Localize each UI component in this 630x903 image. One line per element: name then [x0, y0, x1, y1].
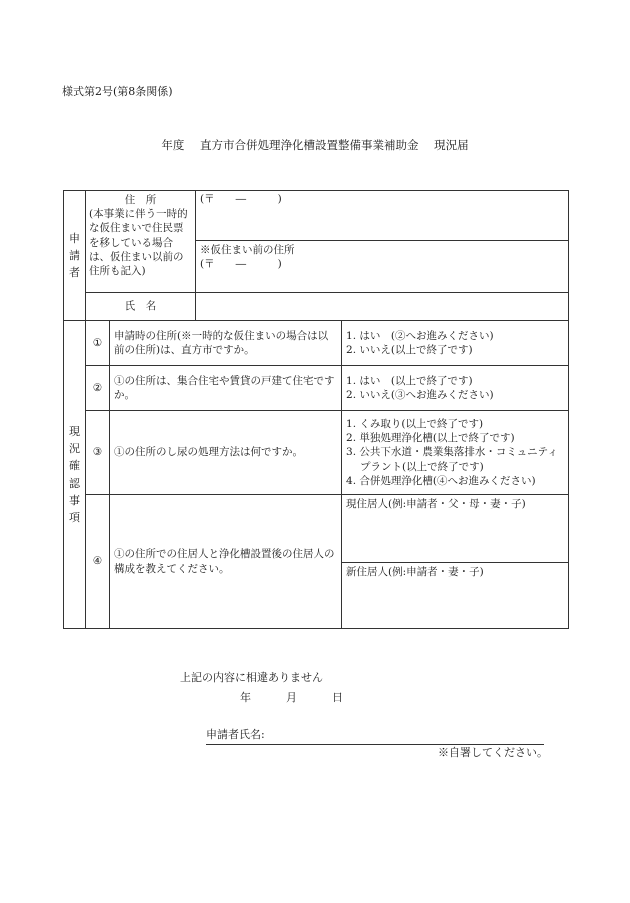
q2-number: ② [86, 366, 110, 411]
date-month-label: 月 [286, 691, 297, 704]
q4-question: ①の住所での住居人と浄化槽設置後の住居人の構成を教えてください。 [110, 495, 342, 629]
application-form-table [63, 190, 569, 629]
date-year-label: 年 [240, 691, 251, 704]
date-day-label: 日 [332, 691, 343, 704]
q2-options[interactable] [342, 366, 569, 411]
address-note: (本事業に伴う一時的な仮住まいで住民票を移している場合は、仮住まい以前の住所も記入) [89, 208, 188, 277]
applicant-section-label: 申請者 [64, 191, 86, 321]
title-year: 年度 [161, 138, 185, 152]
previous-address-label: ※仮住まい前の住所 [200, 244, 295, 256]
q3-options[interactable] [342, 411, 569, 495]
q1-question: 申請時の住所(※一時的な仮住まいの場合は以前の住所)は、直方市ですか。 [110, 321, 342, 366]
q3-option-1[interactable]: 1. くみ取り(以上で終了です) [346, 418, 484, 431]
q2-option-2[interactable]: 2. いいえ(③へお進みください) [346, 389, 494, 401]
previous-address-field[interactable] [196, 241, 569, 293]
address-label: 住 所 [124, 194, 157, 206]
date-line [240, 689, 343, 705]
address-field[interactable] [196, 191, 569, 241]
name-field[interactable] [196, 293, 569, 321]
q3-option-3[interactable]: 3. 公共下水道・農業集落排水・コミュニティプラント(以上で終了です) [346, 446, 558, 473]
title-type: 現況届 [434, 138, 469, 152]
confirmation-statement: 上記の内容に相違ありません [180, 671, 323, 684]
form-number: 様式第2号(第8条関係) [62, 85, 173, 98]
q2-question: ①の住所は、集合住宅や賃貸の戸建て住宅ですか。 [110, 366, 342, 411]
signature-note: ※自署してください。 [438, 746, 548, 759]
q3-number: ③ [86, 411, 110, 495]
previous-postal-placeholder: (〒 ― ) [200, 258, 282, 271]
q2-option-1[interactable]: 1. はい (以上で終了です) [346, 374, 473, 387]
signature-label: 申請者氏名: [206, 728, 265, 741]
current-residents-label: 現住居人(例:申請者・父・母・妻・子) [346, 498, 526, 510]
q1-number: ① [86, 321, 110, 366]
current-residents-field[interactable] [342, 495, 569, 563]
name-label: 氏 名 [86, 293, 196, 321]
q3-question: ①の住所のし尿の処理方法は何ですか。 [110, 411, 342, 495]
q1-options[interactable] [342, 321, 569, 366]
title-text: 直方市合併処理浄化槽設置整備事業補助金 [200, 138, 419, 152]
new-residents-label: 新住居人(例:申請者・妻・子) [346, 566, 484, 578]
postal-code-placeholder: (〒 ― ) [200, 193, 282, 205]
q3-option-4[interactable]: 4. 合併処理浄化槽(④へお進みください) [346, 474, 536, 487]
q3-option-2[interactable]: 2. 単独処理浄化槽(以上で終了です) [346, 432, 515, 445]
confirmation-section-label: 現況確認事項 [64, 321, 86, 629]
address-label-cell [86, 191, 196, 293]
q4-number: ④ [86, 495, 110, 629]
q1-option-1[interactable]: 1. はい (②へお進みください) [346, 329, 494, 342]
q1-option-2[interactable]: 2. いいえ(以上で終了です) [346, 344, 473, 356]
new-residents-field[interactable] [342, 563, 569, 629]
signature-line[interactable] [206, 726, 544, 745]
document-title [0, 137, 630, 153]
